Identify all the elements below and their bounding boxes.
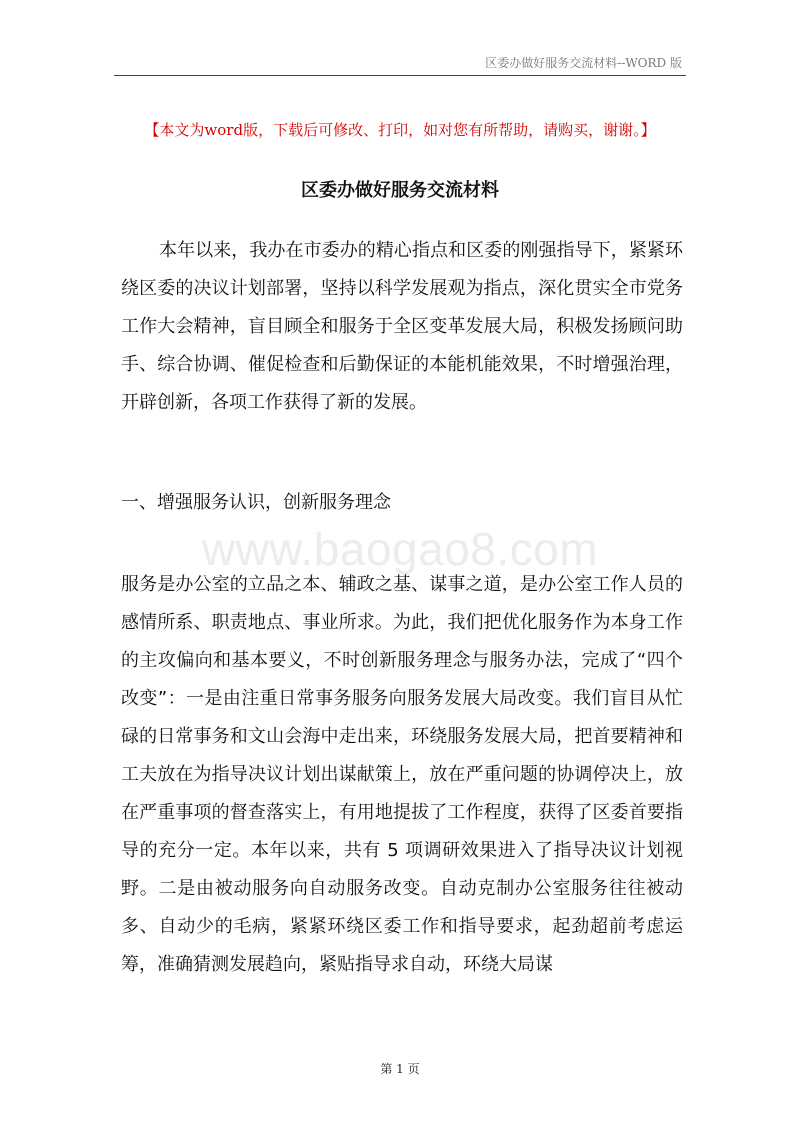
- running-header-title: 区委办做好服务交流材料--WORD 版: [485, 56, 682, 70]
- section-heading: 一、增强服务认识，创新服务理念: [121, 492, 391, 513]
- body-paragraph: 服务是办公室的立品之本、辅政之基、谋事之道，是办公室工作人员的感情所系、职责地点、事业所求。为此，我们把优化服务作为本身工作的主攻偏向和基本要义，不时创新服务理念与服务办法，完成了“四个改变”：一是由注重日常事务服务向服务发展大局改变。我们盲目从忙碌的日常事务和文山会海中走出来，环绕服务发展大局，把首要精神和工夫放在为指导决议计划出谋献策上，放在严重问题的协调停决上，放在严重事项的督查落实上，有用地提拔了工作程度，获得了区委首要指导的充分一定。本年以来，共有 5 项调研效果进入了指导决议计划视野。二是由被动服务向自动服务改变。自动克制办公室服务往往被动多、自动少的毛病，紧紧环绕区委工作和指导要求，起劲超前考虑运筹，准确猜测发展趋向，紧贴指导求自动，环绕大局谋: [121, 574, 683, 975]
- header-divider: [114, 75, 686, 76]
- document-title: 区委办做好服务交流材料: [301, 180, 499, 201]
- purchase-notice: 【本文为word版，下载后可修改、打印，如对您有所帮助，请购买，谢谢。】: [144, 121, 656, 139]
- page-number: 第 1 页: [380, 1062, 420, 1076]
- page-header: [0, 54, 800, 74]
- watermark: www.baogao8.com: [201, 523, 599, 575]
- intro-paragraph: 本年以来，我办在市委办的精心指点和区委的刚强指导下，紧紧环绕区委的决议计划部署，坚持以科学发展观为指点，深化贯实全市党务工作大会精神，盲目顾全和服务于全区变革发展大局，积极发扬顾问助手、综合协调、催促检查和后勤保证的本能机能效果，不时增强治理，开辟创新，各项工作获得了新的发展。: [121, 240, 683, 413]
